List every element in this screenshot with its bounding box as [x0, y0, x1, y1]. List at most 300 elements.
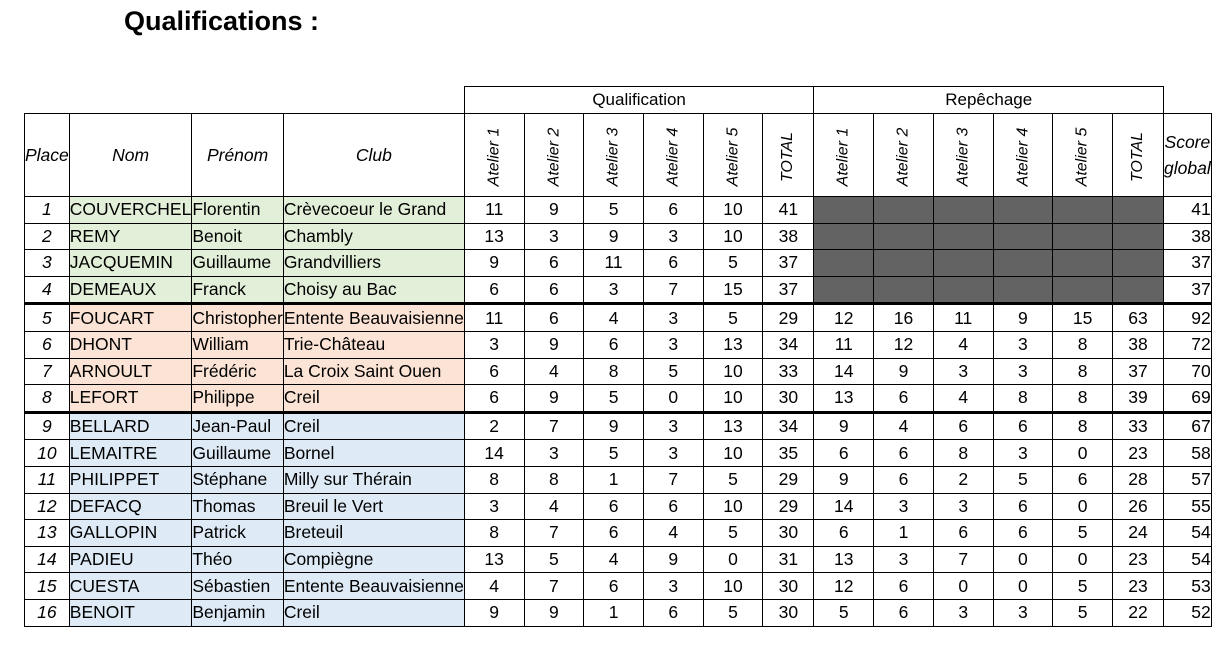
- qualification-cell: 4: [524, 493, 584, 520]
- qualification-cell: 9: [584, 412, 644, 440]
- score-cell: 52: [1164, 599, 1212, 626]
- place-cell: 9: [25, 412, 70, 440]
- qualification-cell: 8: [464, 520, 524, 547]
- score-cell: 38: [1164, 223, 1212, 250]
- repechage-cell: 1: [874, 520, 934, 547]
- table-row: [25, 276, 1212, 304]
- header-nom: Nom: [69, 114, 192, 197]
- group-header-row: [25, 87, 1212, 114]
- qualification-cell: 6: [584, 493, 644, 520]
- repechage-cell: 8: [1053, 358, 1113, 385]
- place-cell: 1: [25, 197, 70, 224]
- repechage-empty-cell: [874, 223, 934, 250]
- club-cell: Compiègne: [283, 546, 464, 573]
- nom-cell: DHONT: [69, 331, 192, 358]
- repechage-empty-cell: [814, 250, 874, 277]
- score-cell: 55: [1164, 493, 1212, 520]
- repechage-cell: 0: [1053, 493, 1113, 520]
- qualification-cell: 4: [643, 520, 703, 547]
- prenom-cell: Patrick: [192, 520, 283, 547]
- qualification-cell: 3: [643, 223, 703, 250]
- repechage-cell: 6: [993, 520, 1053, 547]
- qualification-cell: 5: [524, 546, 584, 573]
- place-cell: 14: [25, 546, 70, 573]
- page-title: Qualifications :: [124, 6, 320, 36]
- repechage-cell: 14: [814, 358, 874, 385]
- header-club: Club: [283, 114, 464, 197]
- repechage-cell: 6: [814, 520, 874, 547]
- repechage-cell: 0: [993, 546, 1053, 573]
- qualification-cell: 3: [643, 573, 703, 600]
- prenom-cell: Théo: [192, 546, 283, 573]
- qualification-cell: 4: [464, 573, 524, 600]
- qualification-cell: 9: [524, 385, 584, 413]
- qualification-cell: 11: [464, 304, 524, 332]
- repechage-empty-cell: [814, 276, 874, 304]
- repechage-cell: 39: [1112, 385, 1163, 413]
- qualification-cell: 6: [584, 573, 644, 600]
- qualification-cell: 13: [703, 331, 763, 358]
- table-row: [25, 520, 1212, 547]
- qualification-cell: 7: [643, 276, 703, 304]
- repechage-empty-cell: [933, 223, 993, 250]
- repechage-cell: 26: [1112, 493, 1163, 520]
- nom-cell: CUESTA: [69, 573, 192, 600]
- qualification-cell: 10: [703, 385, 763, 413]
- repechage-cell: 11: [933, 304, 993, 332]
- qualification-cell: 8: [524, 466, 584, 493]
- qualification-cell: 10: [703, 493, 763, 520]
- header-qualification-3-label: Atelier 3: [604, 127, 622, 186]
- place-cell: 7: [25, 358, 70, 385]
- place-cell: 10: [25, 440, 70, 467]
- place-cell: 2: [25, 223, 70, 250]
- qualification-cell: 3: [643, 331, 703, 358]
- qualification-cell: 5: [584, 197, 644, 224]
- repechage-cell: 0: [1053, 546, 1113, 573]
- prenom-cell: William: [192, 331, 283, 358]
- table-row: [25, 599, 1212, 626]
- table-row: [25, 223, 1212, 250]
- repechage-cell: 3: [933, 493, 993, 520]
- qualification-cell: 2: [464, 412, 524, 440]
- qualification-cell: 5: [703, 466, 763, 493]
- qualification-cell: 3: [643, 412, 703, 440]
- qualification-cell: 13: [464, 223, 524, 250]
- repechage-cell: 6: [874, 599, 934, 626]
- qualification-cell: 9: [464, 250, 524, 277]
- header-qualification-6: [763, 114, 814, 197]
- score-cell: 70: [1164, 358, 1212, 385]
- repechage-cell: 6: [993, 412, 1053, 440]
- column-header-row: [25, 114, 1212, 197]
- header-qualification-4: [643, 114, 703, 197]
- repechage-empty-cell: [993, 197, 1053, 224]
- repechage-cell: 0: [933, 573, 993, 600]
- repechage-cell: 4: [933, 385, 993, 413]
- qualification-cell: 3: [643, 304, 703, 332]
- repechage-empty-cell: [814, 197, 874, 224]
- qualification-cell: 7: [524, 520, 584, 547]
- prenom-cell: Franck: [192, 276, 283, 304]
- repechage-cell: 8: [1053, 412, 1113, 440]
- repechage-empty-cell: [993, 276, 1053, 304]
- place-cell: 16: [25, 599, 70, 626]
- repechage-cell: 4: [933, 331, 993, 358]
- repechage-cell: 3: [933, 358, 993, 385]
- repechage-empty-cell: [933, 250, 993, 277]
- repechage-cell: 24: [1112, 520, 1163, 547]
- prenom-cell: Guillaume: [192, 440, 283, 467]
- qualification-cell: 30: [763, 385, 814, 413]
- prenom-cell: Guillaume: [192, 250, 283, 277]
- repechage-cell: 5: [993, 466, 1053, 493]
- prenom-cell: Christopher: [192, 304, 283, 332]
- header-qualification-5: [703, 114, 763, 197]
- repechage-cell: 6: [874, 440, 934, 467]
- table-row: [25, 385, 1212, 413]
- prenom-cell: Florentin: [192, 197, 283, 224]
- header-repechage-4-label: Atelier 4: [1013, 127, 1031, 186]
- repechage-cell: 6: [814, 440, 874, 467]
- table-row: [25, 250, 1212, 277]
- qualification-cell: 10: [703, 197, 763, 224]
- club-cell: La Croix Saint Ouen: [283, 358, 464, 385]
- nom-cell: FOUCART: [69, 304, 192, 332]
- header-repechage-3: [933, 114, 993, 197]
- nom-cell: COUVERCHEL: [69, 197, 192, 224]
- club-cell: Entente Beauvaisienne: [283, 573, 464, 600]
- qualification-cell: 37: [763, 250, 814, 277]
- qualification-cell: 29: [763, 304, 814, 332]
- qualification-cell: 10: [703, 223, 763, 250]
- qualification-cell: 6: [643, 599, 703, 626]
- nom-cell: LEMAITRE: [69, 440, 192, 467]
- header-prenom: Prénom: [192, 114, 283, 197]
- repechage-cell: 23: [1112, 573, 1163, 600]
- nom-cell: LEFORT: [69, 385, 192, 413]
- repechage-cell: 8: [993, 385, 1053, 413]
- repechage-cell: 9: [993, 304, 1053, 332]
- qualification-cell: 35: [763, 440, 814, 467]
- header-repechage-5-label: Atelier 5: [1073, 127, 1091, 186]
- qualification-cell: 31: [763, 546, 814, 573]
- repechage-cell: 13: [814, 546, 874, 573]
- repechage-cell: 6: [874, 573, 934, 600]
- repechage-cell: 4: [874, 412, 934, 440]
- header-qualification-4-label: Atelier 4: [664, 127, 682, 186]
- repechage-cell: 3: [993, 358, 1053, 385]
- repechage-empty-cell: [993, 223, 1053, 250]
- club-cell: Creil: [283, 599, 464, 626]
- repechage-cell: 5: [1053, 520, 1113, 547]
- table-row: [25, 546, 1212, 573]
- repechage-cell: 3: [993, 599, 1053, 626]
- repechage-empty-cell: [1053, 276, 1113, 304]
- prenom-cell: Philippe: [192, 385, 283, 413]
- score-cell: 58: [1164, 440, 1212, 467]
- qualification-cell: 6: [643, 250, 703, 277]
- club-cell: Choisy au Bac: [283, 276, 464, 304]
- prenom-cell: Benjamin: [192, 599, 283, 626]
- club-cell: Creil: [283, 412, 464, 440]
- qualification-cell: 29: [763, 466, 814, 493]
- place-cell: 5: [25, 304, 70, 332]
- repechage-cell: 3: [993, 440, 1053, 467]
- prenom-cell: Stéphane: [192, 466, 283, 493]
- repechage-cell: 8: [933, 440, 993, 467]
- qualification-cell: 7: [524, 412, 584, 440]
- group-qualification: Qualification: [464, 87, 814, 114]
- nom-cell: PADIEU: [69, 546, 192, 573]
- repechage-cell: 6: [933, 412, 993, 440]
- qualification-cell: 6: [524, 250, 584, 277]
- club-cell: Entente Beauvaisienne: [283, 304, 464, 332]
- header-repechage-4: [993, 114, 1053, 197]
- repechage-cell: 23: [1112, 440, 1163, 467]
- qualification-cell: 5: [703, 599, 763, 626]
- qualification-cell: 10: [703, 440, 763, 467]
- qualification-cell: 3: [643, 440, 703, 467]
- place-cell: 12: [25, 493, 70, 520]
- repechage-empty-cell: [1112, 197, 1163, 224]
- qualification-cell: 3: [464, 493, 524, 520]
- repechage-cell: 9: [874, 358, 934, 385]
- repechage-empty-cell: [1112, 276, 1163, 304]
- nom-cell: JACQUEMIN: [69, 250, 192, 277]
- repechage-cell: 9: [814, 412, 874, 440]
- prenom-cell: Sébastien: [192, 573, 283, 600]
- qualification-cell: 30: [763, 573, 814, 600]
- repechage-cell: 11: [814, 331, 874, 358]
- repechage-cell: 3: [933, 599, 993, 626]
- qualification-cell: 9: [584, 223, 644, 250]
- repechage-cell: 3: [874, 493, 934, 520]
- score-cell: 67: [1164, 412, 1212, 440]
- repechage-empty-cell: [1112, 250, 1163, 277]
- qualification-cell: 34: [763, 331, 814, 358]
- qualification-cell: 6: [464, 276, 524, 304]
- place-cell: 15: [25, 573, 70, 600]
- qualification-cell: 10: [703, 358, 763, 385]
- nom-cell: BENOIT: [69, 599, 192, 626]
- qualification-cell: 0: [703, 546, 763, 573]
- score-cell: 92: [1164, 304, 1212, 332]
- repechage-empty-cell: [874, 250, 934, 277]
- repechage-empty-cell: [874, 197, 934, 224]
- header-repechage-2-label: Atelier 2: [894, 127, 912, 186]
- qualification-cell: 33: [763, 358, 814, 385]
- repechage-cell: 9: [814, 466, 874, 493]
- qualification-cell: 11: [584, 250, 644, 277]
- prenom-cell: Thomas: [192, 493, 283, 520]
- score-cell: 54: [1164, 546, 1212, 573]
- qualification-cell: 6: [584, 331, 644, 358]
- qualification-cell: 9: [464, 599, 524, 626]
- qualification-cell: 13: [703, 412, 763, 440]
- header-repechage-1: [814, 114, 874, 197]
- prenom-cell: Frédéric: [192, 358, 283, 385]
- place-cell: 8: [25, 385, 70, 413]
- qualification-cell: 9: [643, 546, 703, 573]
- club-cell: Breuil le Vert: [283, 493, 464, 520]
- header-qualification-5-label: Atelier 5: [723, 127, 741, 186]
- nom-cell: PHILIPPET: [69, 466, 192, 493]
- header-score-line: global: [1164, 158, 1211, 178]
- table-row: [25, 304, 1212, 332]
- qualification-cell: 6: [643, 197, 703, 224]
- qualification-cell: 8: [464, 466, 524, 493]
- qualification-cell: 9: [524, 331, 584, 358]
- qualification-cell: 7: [643, 466, 703, 493]
- table-row: [25, 573, 1212, 600]
- club-cell: Creil: [283, 385, 464, 413]
- group-repechage: Repêchage: [814, 87, 1164, 114]
- repechage-cell: 6: [874, 466, 934, 493]
- repechage-cell: 6: [874, 385, 934, 413]
- header-qualification-3: [584, 114, 644, 197]
- qualification-cell: 6: [643, 493, 703, 520]
- repechage-cell: 8: [1053, 385, 1113, 413]
- score-cell: 37: [1164, 250, 1212, 277]
- repechage-cell: 3: [993, 331, 1053, 358]
- repechage-cell: 0: [993, 573, 1053, 600]
- qualification-cell: 4: [584, 304, 644, 332]
- repechage-cell: 63: [1112, 304, 1163, 332]
- qualification-cell: 5: [703, 520, 763, 547]
- qualification-cell: 34: [763, 412, 814, 440]
- score-cell: 41: [1164, 197, 1212, 224]
- header-qualification-2: [524, 114, 584, 197]
- table-row: [25, 493, 1212, 520]
- prenom-cell: Benoit: [192, 223, 283, 250]
- place-cell: 13: [25, 520, 70, 547]
- qualification-cell: 1: [584, 466, 644, 493]
- qualification-cell: 0: [643, 385, 703, 413]
- club-cell: Breteuil: [283, 520, 464, 547]
- table-row: [25, 440, 1212, 467]
- header-qualification-2-label: Atelier 2: [544, 127, 562, 186]
- place-cell: 11: [25, 466, 70, 493]
- qualification-cell: 6: [524, 304, 584, 332]
- repechage-empty-cell: [1053, 250, 1113, 277]
- repechage-cell: 12: [814, 573, 874, 600]
- repechage-cell: 6: [933, 520, 993, 547]
- repechage-empty-cell: [933, 276, 993, 304]
- header-qualification-1-label: Atelier 1: [485, 127, 503, 186]
- qualification-cell: 5: [703, 304, 763, 332]
- score-cell: 69: [1164, 385, 1212, 413]
- repechage-cell: 14: [814, 493, 874, 520]
- qualification-cell: 30: [763, 599, 814, 626]
- header-qualification-6-label: TOTAL: [779, 131, 797, 182]
- repechage-cell: 12: [814, 304, 874, 332]
- repechage-empty-cell: [874, 276, 934, 304]
- qualification-cell: 10: [703, 573, 763, 600]
- header-repechage-6: [1112, 114, 1163, 197]
- repechage-cell: 33: [1112, 412, 1163, 440]
- repechage-cell: 5: [1053, 599, 1113, 626]
- repechage-cell: 12: [874, 331, 934, 358]
- score-cell: 37: [1164, 276, 1212, 304]
- qualification-cell: 14: [464, 440, 524, 467]
- table-row: [25, 412, 1212, 440]
- table-row: [25, 197, 1212, 224]
- qualification-cell: 37: [763, 276, 814, 304]
- place-cell: 3: [25, 250, 70, 277]
- repechage-cell: 0: [1053, 440, 1113, 467]
- repechage-cell: 22: [1112, 599, 1163, 626]
- qualification-cell: 5: [584, 440, 644, 467]
- nom-cell: GALLOPIN: [69, 520, 192, 547]
- club-cell: Trie-Château: [283, 331, 464, 358]
- place-cell: 6: [25, 331, 70, 358]
- club-cell: Milly sur Thérain: [283, 466, 464, 493]
- qualification-cell: 6: [524, 276, 584, 304]
- qualification-cell: 5: [643, 358, 703, 385]
- qualification-cell: 15: [703, 276, 763, 304]
- place-cell: 4: [25, 276, 70, 304]
- nom-cell: DEFACQ: [69, 493, 192, 520]
- repechage-cell: 5: [1053, 573, 1113, 600]
- header-score-line: Score: [1164, 132, 1211, 152]
- header-repechage-1-label: Atelier 1: [834, 127, 852, 186]
- repechage-empty-cell: [1112, 223, 1163, 250]
- repechage-cell: 23: [1112, 546, 1163, 573]
- repechage-empty-cell: [993, 250, 1053, 277]
- qualification-cell: 38: [763, 223, 814, 250]
- club-cell: Crèvecoeur le Grand: [283, 197, 464, 224]
- club-cell: Chambly: [283, 223, 464, 250]
- qualification-cell: 13: [464, 546, 524, 573]
- repechage-cell: 16: [874, 304, 934, 332]
- repechage-cell: 5: [814, 599, 874, 626]
- repechage-empty-cell: [814, 223, 874, 250]
- table-row: [25, 331, 1212, 358]
- header-repechage-6-label: TOTAL: [1128, 131, 1146, 182]
- nom-cell: DEMEAUX: [69, 276, 192, 304]
- qualification-cell: 3: [464, 331, 524, 358]
- qualification-cell: 9: [524, 197, 584, 224]
- score-cell: 57: [1164, 466, 1212, 493]
- qualification-cell: 3: [524, 223, 584, 250]
- header-qualification-1: [464, 114, 524, 197]
- qualification-cell: 6: [464, 358, 524, 385]
- repechage-cell: 15: [1053, 304, 1113, 332]
- repechage-cell: 28: [1112, 466, 1163, 493]
- qualification-cell: 7: [524, 573, 584, 600]
- club-cell: Bornel: [283, 440, 464, 467]
- header-repechage-5: [1053, 114, 1113, 197]
- qualification-cell: 5: [703, 250, 763, 277]
- qualification-cell: 9: [524, 599, 584, 626]
- repechage-empty-cell: [1053, 223, 1113, 250]
- score-cell: 53: [1164, 573, 1212, 600]
- repechage-cell: 6: [1053, 466, 1113, 493]
- qualification-cell: 1: [584, 599, 644, 626]
- qualification-cell: 6: [584, 520, 644, 547]
- prenom-cell: Jean-Paul: [192, 412, 283, 440]
- qualification-cell: 4: [584, 546, 644, 573]
- qualification-cell: 11: [464, 197, 524, 224]
- qualification-cell: 6: [464, 385, 524, 413]
- nom-cell: BELLARD: [69, 412, 192, 440]
- nom-cell: ARNOULT: [69, 358, 192, 385]
- repechage-empty-cell: [1053, 197, 1113, 224]
- qualification-cell: 5: [584, 385, 644, 413]
- repechage-cell: 7: [933, 546, 993, 573]
- qualifications-table: [24, 86, 1212, 627]
